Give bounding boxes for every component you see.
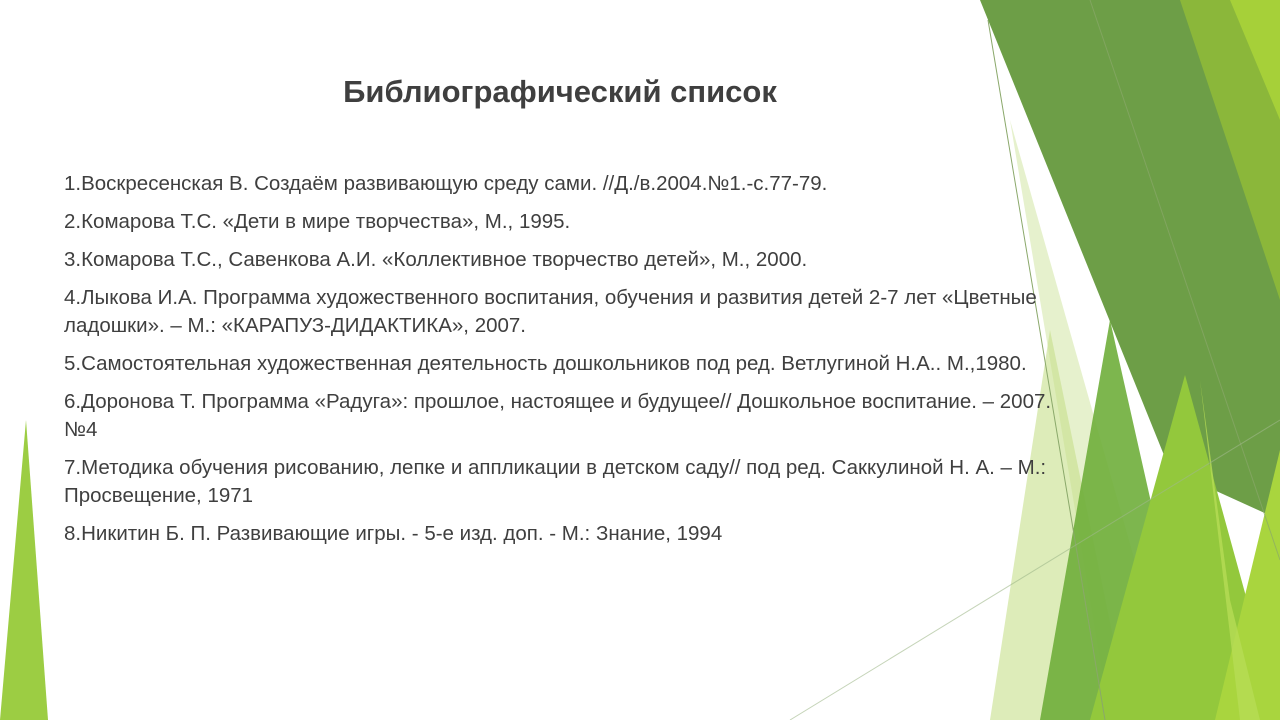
- bibliography-list: [64, 170, 1054, 558]
- bibliography-entry: 1.Воскресенская В. Создаём развивающую среду сами. //Д./в.2004.№1.-с.77-79.: [64, 172, 828, 195]
- bibliography-entry: 7.Методика обучения рисованию, лепке и аппликации в детском саду// под ред. Саккулиной Н. А. – М.: Просвещение, 1971: [64, 456, 1047, 507]
- bibliography-entry: 3.Комарова Т.С., Савенкова А.И. «Коллективное творчество детей», М., 2000.: [64, 248, 808, 271]
- bibliography-entry: 6.Доронова Т. Программа «Радуга»: прошлое, настоящее и будущее// Дошкольное воспитание. – 2007. №4: [64, 390, 1052, 441]
- slide-title: Библиографический список: [343, 74, 777, 109]
- bibliography-entry: 5.Самостоятельная художественная деятельность дошкольников под ред. Ветлугиной Н.А.. М.,1980.: [64, 352, 1027, 375]
- bibliography-entry: 4.Лыкова И.А. Программа художественного воспитания, обучения и развития детей 2-7 лет «Цветные ладошки». – М.: «КАРАПУЗ-ДИДАКТИКА», 2007.: [64, 286, 1037, 337]
- left-edge-triangle: [0, 420, 48, 720]
- bibliography-entry: 8.Никитин Б. П. Развивающие игры. - 5-е изд. доп. - М.: Знание, 1994: [64, 522, 723, 545]
- bibliography-entry: 2.Комарова Т.С. «Дети в мире творчества», М., 1995.: [64, 210, 571, 233]
